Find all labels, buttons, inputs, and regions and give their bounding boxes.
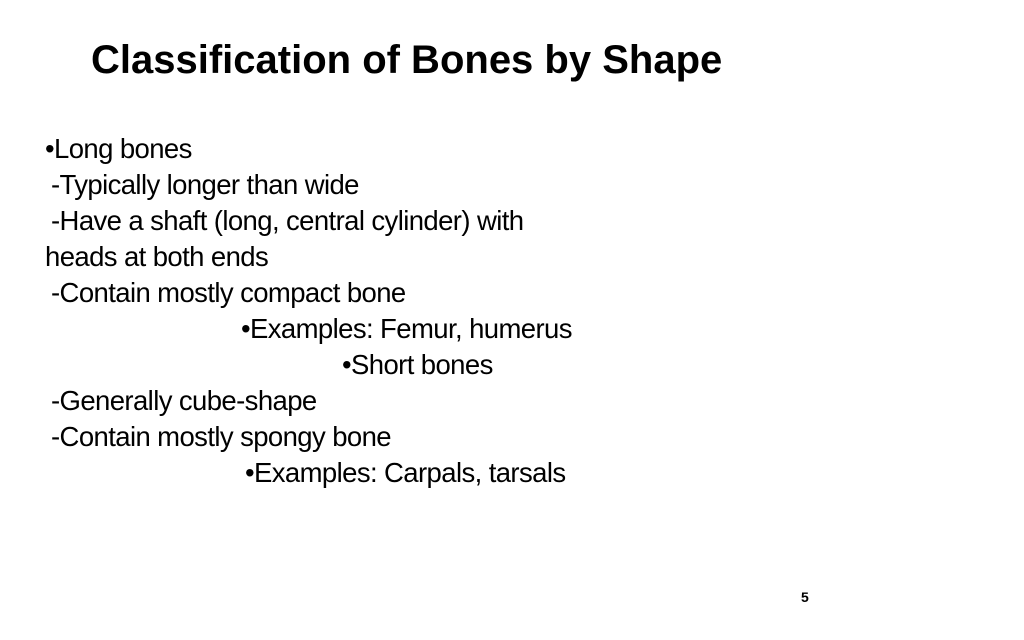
slide-title: Classification of Bones by Shape [91,38,723,82]
page-number: 5 [801,589,809,605]
long-bones-detail-3: -Contain mostly compact bone [51,277,406,308]
bullet-short-bones: •Short bones [342,349,493,380]
long-bones-detail-1: -Typically longer than wide [51,169,359,200]
long-bones-examples: •Examples: Femur, humerus [241,313,572,344]
long-bones-detail-2: -Have a shaft (long, central cylinder) with [51,205,524,236]
short-bones-examples: •Examples: Carpals, tarsals [245,457,566,488]
short-bones-detail-1: -Generally cube-shape [51,385,317,416]
short-bones-detail-2: -Contain mostly spongy bone [51,421,391,452]
long-bones-detail-2-continued: heads at both ends [45,241,269,272]
slide-body [45,131,685,491]
bullet-long-bones: •Long bones [45,133,192,164]
